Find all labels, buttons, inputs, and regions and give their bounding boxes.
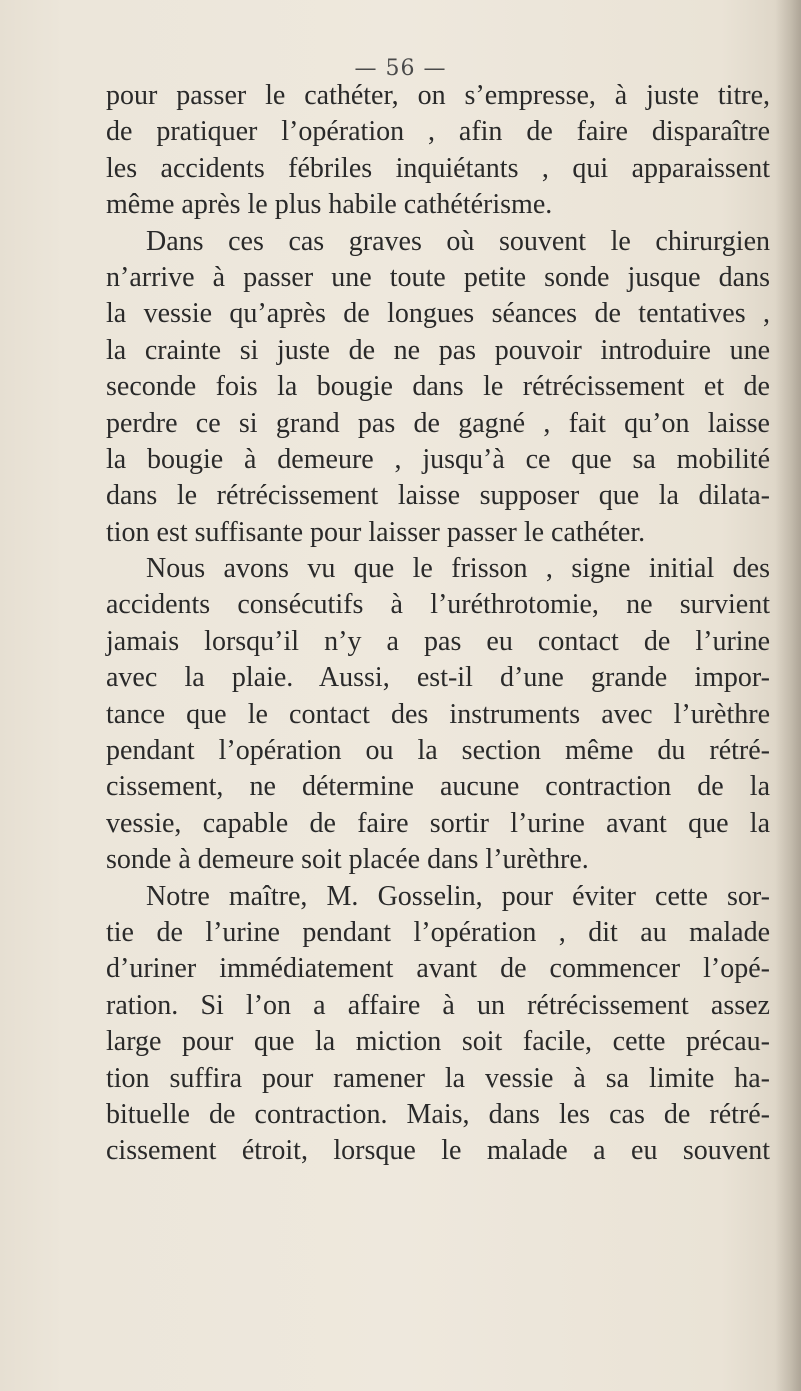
text-line: dans le rétrécissement laisse supposer que la dilata- [106,480,770,512]
text-line: cissement, ne détermine aucune contraction de la [106,771,770,803]
text-line: tion est suffisante pour laisser passer le cathéter. [106,516,646,548]
text-line: pendant l’opération ou la section même du rétré- [106,735,770,767]
text-line: sonde à demeure soit placée dans l’urèthre. [106,844,589,876]
text-line: Nous avons vu que le frisson , signe initial des [146,553,770,585]
text-line: accidents consécutifs à l’uréthrotomie, ne survient [106,589,770,621]
text-line: bituelle de contraction. Mais, dans les cas de rétré- [106,1098,770,1130]
text-line: ration. Si l’on a affaire à un rétrécissement assez [106,989,770,1021]
text-line: large pour que la miction soit facile, cette précau- [106,1026,770,1058]
text-line: vessie, capable de faire sortir l’urine avant que la [106,807,770,839]
page-edge-shadow [775,0,801,1391]
text-line: la bougie à demeure , jusqu’à ce que sa mobilité [106,443,770,475]
text-line: les accidents fébriles inquiétants , qui apparaissent [106,152,770,184]
text-line: seconde fois la bougie dans le rétrécissement et de [106,371,770,403]
text-line: tie de l’urine pendant l’opération , dit au malade [106,916,770,948]
text-line: cissement étroit, lorsque le malade a eu souvent [106,1135,770,1167]
text-line: tion suffira pour ramener la vessie à sa limite ha- [106,1062,770,1094]
body-text [106,78,770,1170]
text-line: Dans ces cas graves où souvent le chirurgien [146,225,770,257]
text-line: d’uriner immédiatement avant de commencer l’opé- [106,953,770,985]
text-line: la vessie qu’après de longues séances de tentatives , [106,298,770,330]
text-line: perdre ce si grand pas de gagné , fait qu’on laisse [106,407,770,439]
text-line: même après le plus habile cathétérisme. [106,189,553,221]
page-number: — 56 — [354,56,447,81]
text-line: pour passer le cathéter, on s’empresse, à juste titre, [106,80,770,111]
text-line: Notre maître, M. Gosselin, pour éviter cette sor- [146,880,770,912]
text-line: tance que le contact des instruments avec l’urèthre [106,698,770,730]
text-line: jamais lorsqu’il n’y a pas eu contact de l’urine [106,625,770,657]
text-line: avec la plaie. Aussi, est-il d’une grande impor- [106,662,770,694]
text-line: de pratiquer l’opération , afin de faire disparaître [106,116,770,148]
text-line: la crainte si juste de ne pas pouvoir introduire une [106,334,770,366]
text-line: n’arrive à passer une toute petite sonde jusque dans [106,261,770,293]
